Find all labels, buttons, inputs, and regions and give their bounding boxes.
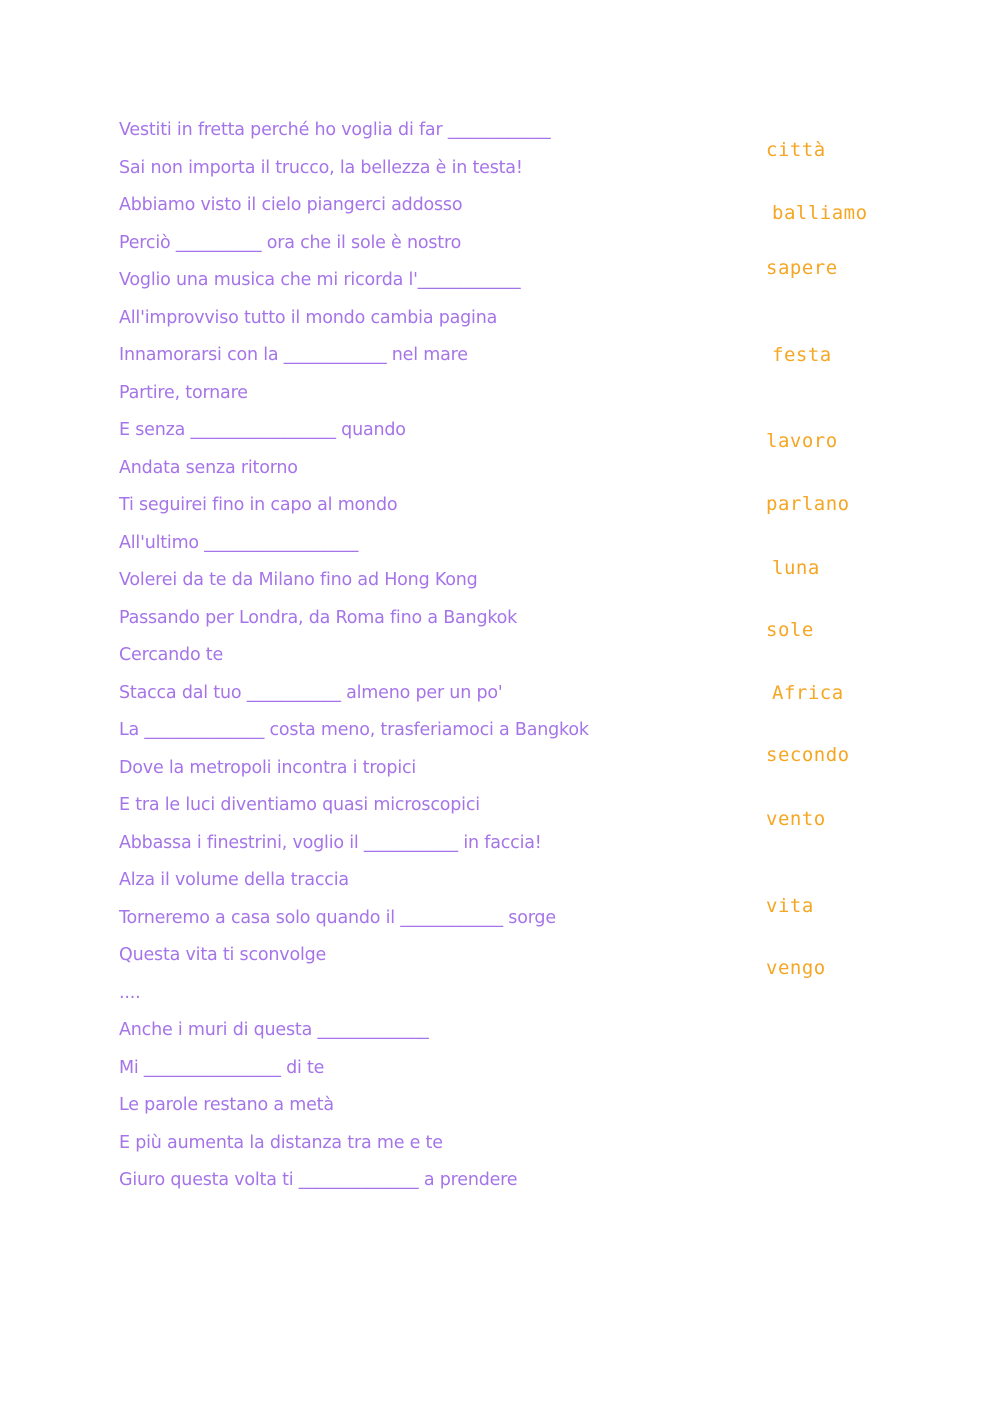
lyric-line: E senza _________________ quando <box>119 420 406 440</box>
lyric-line: Passando per Londra, da Roma fino a Bangkok <box>119 607 518 628</box>
word-bank-item: luna <box>772 557 820 579</box>
lyric-line: Dove la metropoli incontra i tropici <box>119 757 417 778</box>
word-bank-item: vita <box>766 895 814 917</box>
lyric-line: Perciò __________ ora che il sole è nostro <box>119 232 462 253</box>
word-bank-item: parlano <box>766 493 850 515</box>
lyric-line: Questa vita ti sconvolge <box>119 945 327 965</box>
lyric-line: Le parole restano a metà <box>119 1095 334 1115</box>
word-bank-item: città <box>766 139 826 161</box>
lyric-line: Cercando te <box>119 645 224 665</box>
lyric-line: Voglio una musica che mi ricorda l'____________ <box>119 270 521 290</box>
lyric-line: Andata senza ritorno <box>119 457 298 478</box>
lyrics-column <box>119 118 719 1206</box>
lyric-line: Innamorarsi con la ____________ nel mare <box>119 345 468 365</box>
word-bank-item: sole <box>766 619 814 641</box>
lyric-line: Alza il volume della traccia <box>119 870 349 890</box>
word-bank-item: balliamo <box>772 202 868 224</box>
lyric-line: Stacca dal tuo ___________ almeno per un po' <box>119 682 503 703</box>
lyric-line: Ti seguirei fino in capo al mondo <box>119 495 398 515</box>
word-bank-item: vengo <box>766 957 826 979</box>
lyric-line: Abbiamo visto il cielo piangerci addosso <box>119 195 463 215</box>
lyric-line: Abbassa i finestrini, voglio il ___________ in faccia! <box>119 832 542 853</box>
lyric-line: Partire, tornare <box>119 382 248 403</box>
lyric-line: All'improvviso tutto il mondo cambia pagina <box>119 307 498 328</box>
lyric-line: E più aumenta la distanza tra me e te <box>119 1132 443 1153</box>
lyric-line: Sai non importa il trucco, la bellezza è in testa! <box>119 157 523 178</box>
lyric-line: La ______________ costa meno, trasferiamoci a Bangkok <box>119 720 589 740</box>
lyric-line: Mi ________________ di te <box>119 1057 325 1078</box>
lyric-line: Anche i muri di questa _____________ <box>119 1020 429 1040</box>
word-bank-item: vento <box>766 808 826 830</box>
lyric-line: .... <box>119 982 141 1003</box>
word-bank-item: sapere <box>766 257 838 279</box>
lyric-line: Volerei da te da Milano fino ad Hong Kong <box>119 570 478 590</box>
lyric-line: Giuro questa volta ti ______________ a prendere <box>119 1170 518 1190</box>
word-bank-item: festa <box>772 344 832 366</box>
lyric-line: E tra le luci diventiamo quasi microscopici <box>119 795 480 815</box>
word-bank-item: secondo <box>766 744 850 766</box>
lyric-line: Torneremo a casa solo quando il ____________ sorge <box>119 907 556 928</box>
lyric-line: Vestiti in fretta perché ho voglia di far ____________ <box>119 120 551 140</box>
word-bank-item: lavoro <box>766 430 838 452</box>
lyric-line: All'ultimo __________________ <box>119 532 359 553</box>
word-bank-item: Africa <box>772 682 844 704</box>
